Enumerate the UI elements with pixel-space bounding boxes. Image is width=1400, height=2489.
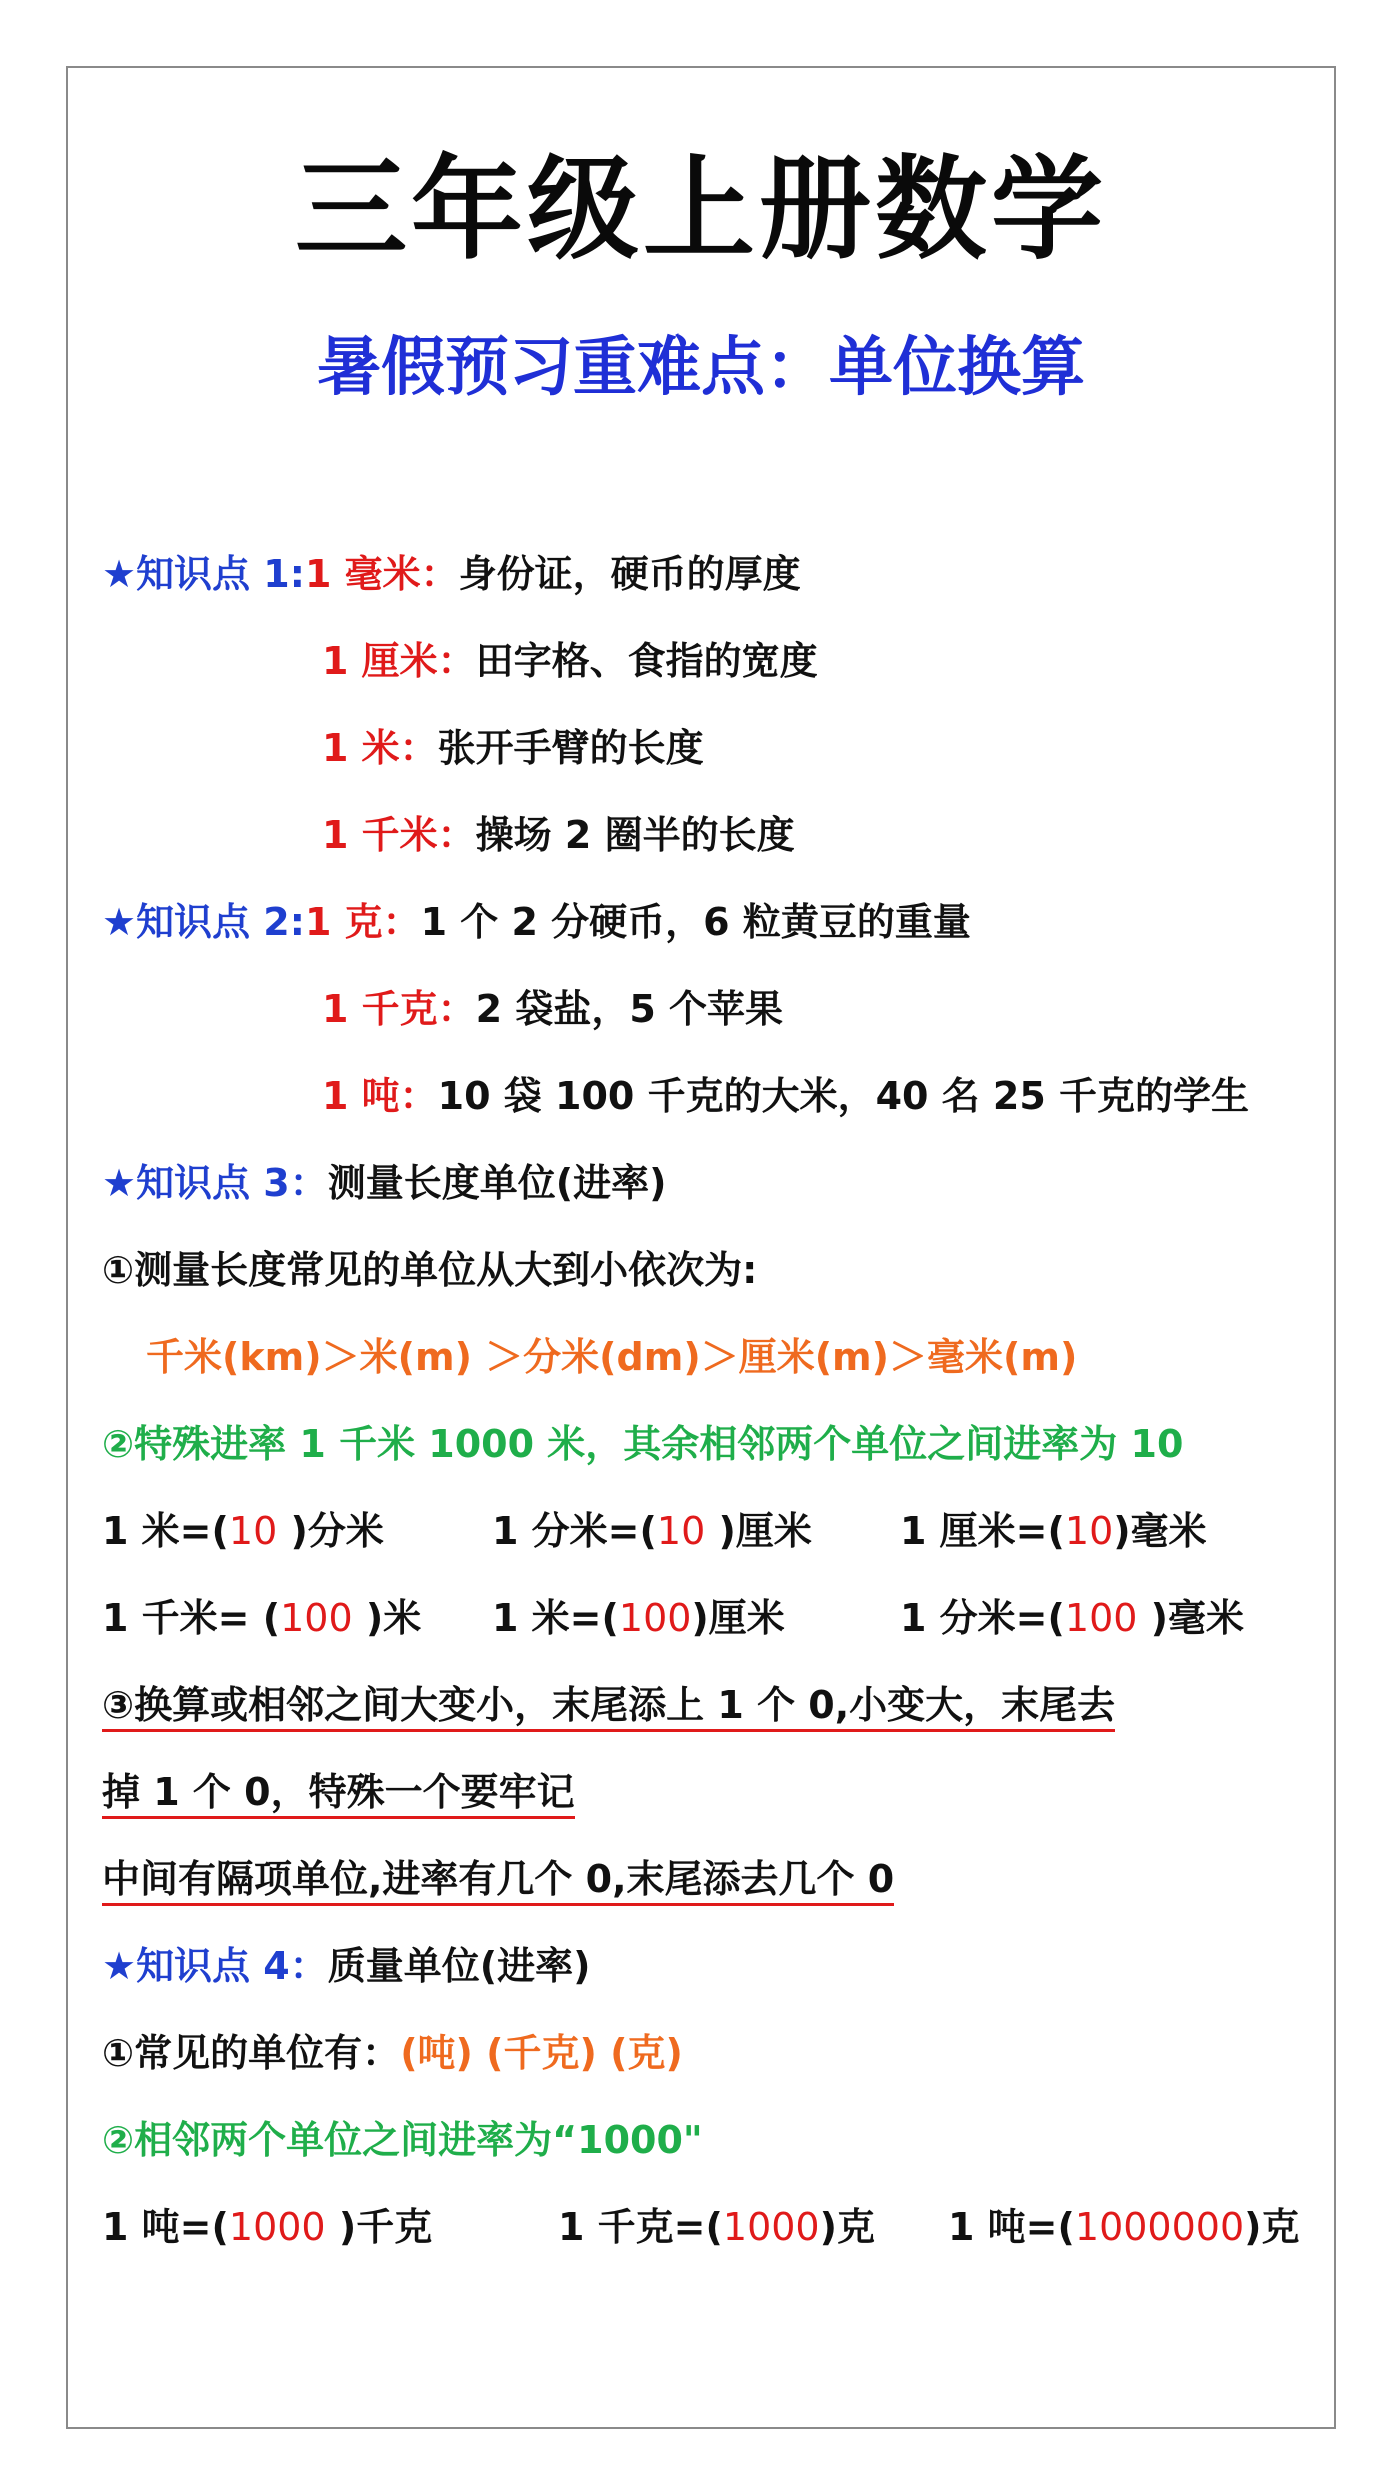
kp1-desc-cm: 田字格、食指的宽度 — [475, 639, 818, 683]
conv-answer: 1000 — [228, 2205, 326, 2249]
conv-post: )米 — [352, 1596, 422, 1640]
kp4-heading — [102, 1940, 591, 1992]
kp4-point-2: ②相邻两个单位之间进率为“1000" — [102, 2118, 703, 2162]
conv-answer: 100 — [1064, 1596, 1138, 1640]
kp3-unit-order: 千米(km)＞米(m) ＞分米(dm)＞厘米(m)＞毫米(m) — [146, 1335, 1078, 1379]
kp4-unit-list: (吨) (千克) (克) — [400, 2031, 683, 2075]
kp3-rule-line-3: 中间有隔项单位,进率有几个 0,末尾添去几个 0 — [102, 1857, 894, 1906]
conv-pre: 1 千克=( — [558, 2205, 723, 2249]
kp3-point-3c — [102, 1853, 894, 1905]
conv-post: )克 — [819, 2205, 875, 2249]
conv-pre: 1 分米=( — [900, 1596, 1065, 1640]
kp3-label: ★知识点 3： — [102, 1161, 328, 1205]
kp2-unit-t: 1 吨： — [322, 1074, 438, 1118]
kp2-desc-kg: 2 袋盐，5 个苹果 — [475, 987, 784, 1031]
kp1-unit-m: 1 米： — [322, 726, 438, 770]
kp2-row-2 — [322, 983, 783, 1035]
kp1-desc-km: 操场 2 圈半的长度 — [475, 813, 795, 857]
kp1-label: ★知识点 1: — [102, 552, 305, 596]
kp3-conv-km-m — [102, 1592, 421, 1644]
conv-answer: 1000 — [722, 2205, 820, 2249]
kp3-conv-m-cm — [492, 1592, 785, 1644]
kp2-unit-kg: 1 千克： — [322, 987, 476, 1031]
conv-pre: 1 吨=( — [102, 2205, 229, 2249]
conv-post: )千克 — [325, 2205, 433, 2249]
conv-post: )毫米 — [1137, 1596, 1245, 1640]
page-subtitle: 暑假预习重难点：单位换算 — [317, 331, 1085, 405]
conv-post: )厘米 — [705, 1509, 812, 1553]
kp4-point-1 — [102, 2027, 683, 2079]
kp1-unit-cm: 1 厘米： — [322, 639, 476, 683]
kp4-conv-t-g — [948, 2201, 1300, 2253]
conv-post: )分米 — [277, 1509, 384, 1553]
kp1-desc-mm: 身份证，硬币的厚度 — [458, 552, 801, 596]
conv-answer: 10 — [228, 1509, 278, 1553]
kp2-row-1 — [102, 896, 971, 948]
kp1-unit-mm: 1 毫米： — [304, 552, 459, 596]
kp3-conv-dm-cm — [492, 1505, 812, 1557]
page-title: 三年级上册数学 — [295, 145, 1107, 275]
kp1-row-4 — [322, 809, 795, 861]
kp2-desc-t: 10 袋 100 千克的大米，40 名 25 千克的学生 — [437, 1074, 1250, 1118]
conv-pre: 1 千米= ( — [102, 1596, 281, 1640]
kp1-desc-m: 张开手臂的长度 — [437, 726, 704, 770]
kp3-point-2: ②特殊进率 1 千米 1000 米，其余相邻两个单位之间进率为 10 — [102, 1422, 1184, 1466]
conv-answer: 10 — [656, 1509, 706, 1553]
kp2-row-3 — [322, 1070, 1249, 1122]
kp1-unit-km: 1 千米： — [322, 813, 476, 857]
kp3-rule-line-2: 掉 1 个 0，特殊一个要牢记 — [102, 1770, 575, 1819]
kp1-row-2 — [322, 635, 818, 687]
conv-answer: 100 — [618, 1596, 692, 1640]
kp3-conv-cm-mm — [900, 1505, 1207, 1557]
conv-answer: 10 — [1064, 1509, 1114, 1553]
kp2-unit-g: 1 克： — [304, 900, 421, 944]
conv-pre: 1 分米=( — [492, 1509, 657, 1553]
kp4-point-1-text: ①常见的单位有： — [102, 2031, 401, 2075]
kp4-label: ★知识点 4： — [102, 1944, 328, 1988]
kp3-rule-line-1: ③换算或相邻之间大变小，末尾添上 1 个 0,小变大，末尾去 — [102, 1683, 1115, 1732]
conv-post: )厘米 — [691, 1596, 785, 1640]
kp3-conv-m-dm — [102, 1505, 384, 1557]
kp3-point-1: ①测量长度常见的单位从大到小依次为: — [102, 1248, 758, 1292]
kp4-conv-kg-g — [558, 2201, 875, 2253]
conv-pre: 1 米=( — [492, 1596, 619, 1640]
conv-pre: 1 厘米=( — [900, 1509, 1065, 1553]
conv-answer: 1000000 — [1074, 2205, 1245, 2249]
kp2-desc-g: 1 个 2 分硬币，6 粒黄豆的重量 — [420, 900, 971, 944]
kp2-label: ★知识点 2: — [102, 900, 305, 944]
worksheet-page — [66, 66, 1336, 2429]
kp4-title: 质量单位(进率) — [327, 1944, 591, 1988]
kp3-heading — [102, 1157, 667, 1209]
conv-post: )克 — [1244, 2205, 1300, 2249]
conv-answer: 100 — [280, 1596, 353, 1640]
kp3-point-3a — [102, 1679, 1115, 1731]
kp3-title: 测量长度单位(进率) — [327, 1161, 667, 1205]
kp1-row-1 — [102, 548, 801, 600]
kp1-row-3 — [322, 722, 704, 774]
kp3-point-3b — [102, 1766, 575, 1818]
conv-pre: 1 吨=( — [948, 2205, 1075, 2249]
conv-post: )毫米 — [1113, 1509, 1207, 1553]
kp3-conv-dm-mm — [900, 1592, 1244, 1644]
conv-pre: 1 米=( — [102, 1509, 229, 1553]
kp4-conv-t-kg — [102, 2201, 432, 2253]
